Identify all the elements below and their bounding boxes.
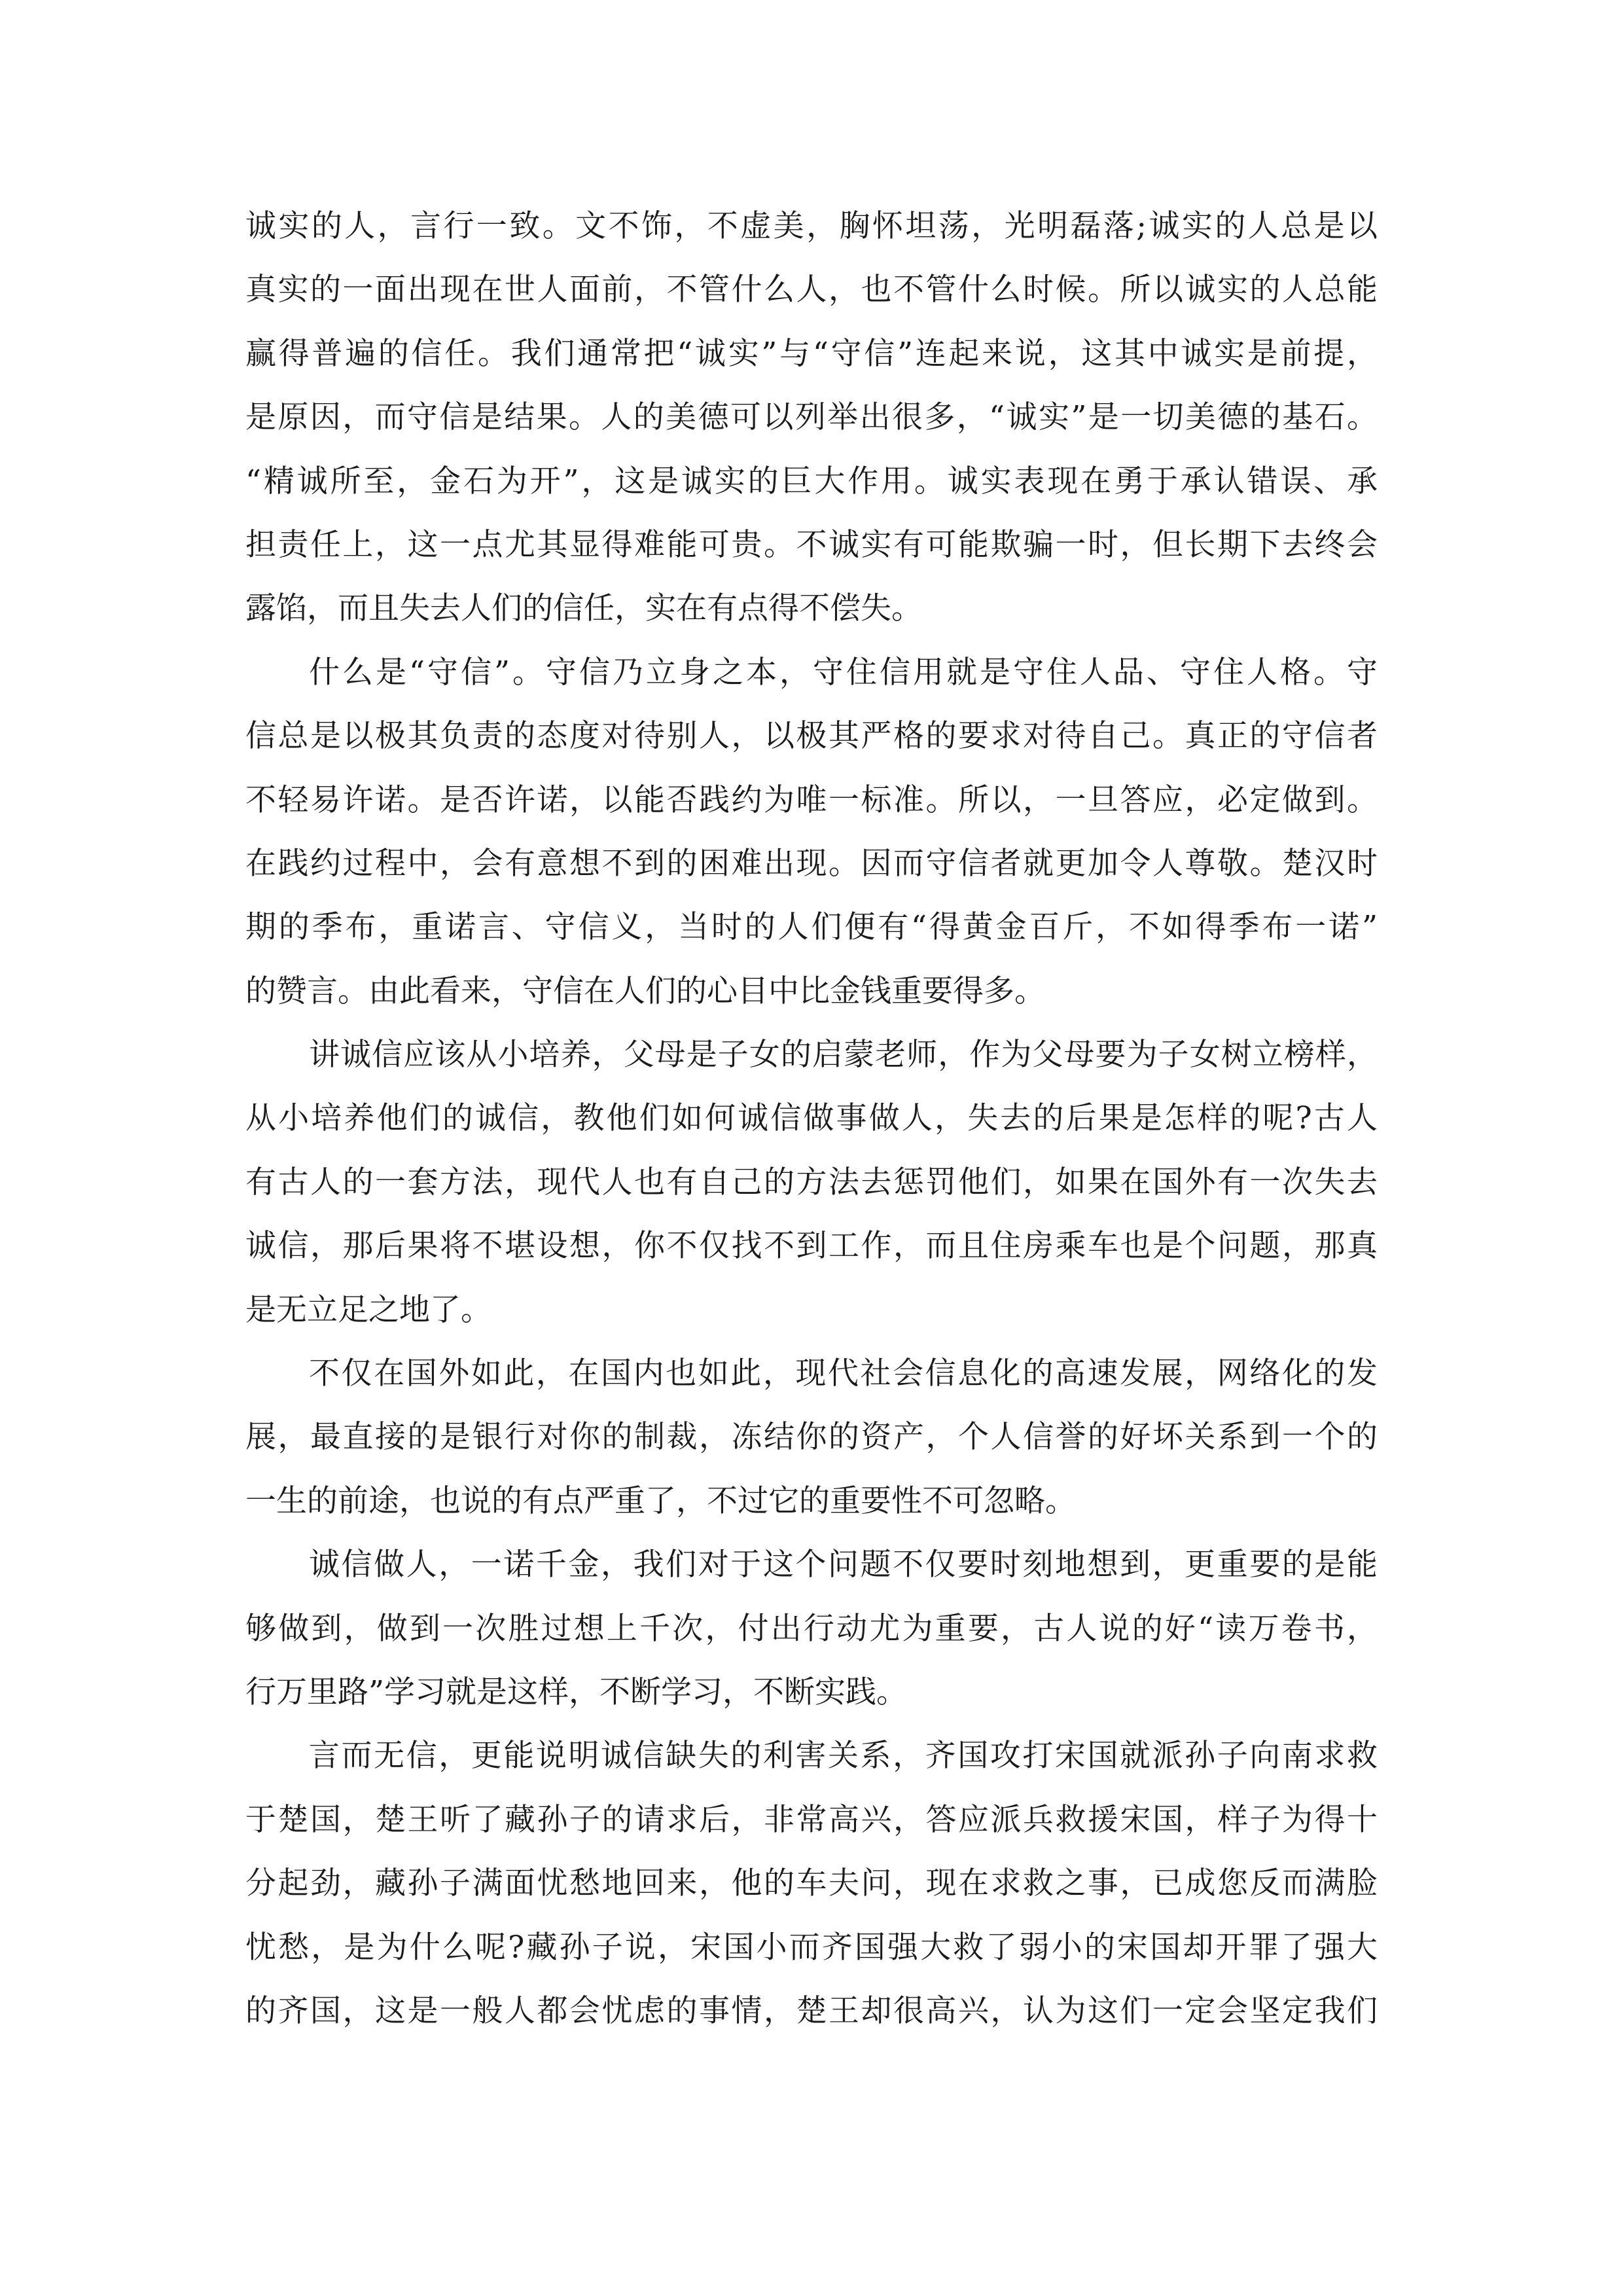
text-line: 行万里路”学习就是这样，不断学习，不断实践。 <box>245 1674 908 1710</box>
text-line: 信总是以极其负责的态度对待别人，以极其严格的要求对待自己。真正的守信者 <box>245 718 1378 755</box>
text-line: 什么是“守信”。守信乃立身之本，守住信用就是守住人品、守住人格。守 <box>309 654 1378 691</box>
text-line: 诚实的人，言行一致。文不饰，不虚美，胸怀坦荡，光明磊落;诚实的人总是以 <box>245 208 1378 244</box>
text-line: 真实的一面出现在世人面前，不管什么人，也不管什么时候。所以诚实的人总能 <box>245 272 1378 308</box>
text-line: 赢得普遍的信任。我们通常把“诚实”与“守信”连起来说，这其中诚实是前提， <box>245 335 1378 372</box>
text-line: 够做到，做到一次胜过想上千次，付出行动尤为重要，古人说的好“读万卷书， <box>245 1610 1378 1647</box>
paragraph-3 <box>245 1023 1378 1342</box>
text-line: 忧愁，是为什么呢?藏孙子说，宋国小而齐国强大救了弱小的宋国却开罪了强大 <box>245 1929 1378 1965</box>
text-line: 不仅在国外如此，在国内也如此，现代社会信息化的高速发展，网络化的发 <box>309 1355 1378 1392</box>
text-line: 是原因，而守信是结果。人的美德可以列举出很多，“诚实”是一切美德的基石。 <box>245 399 1378 436</box>
text-line: 诚信，那后果将不堪设想，你不仅找不到工作，而且住房乘车也是个问题，那真 <box>245 1228 1378 1265</box>
paragraph-1 <box>245 194 1378 641</box>
text-line: 讲诚信应该从小培养，父母是子女的启蒙老师，作为父母要为子女树立榜样， <box>309 1037 1378 1073</box>
text-line: 有古人的一套方法，现代人也有自己的方法去惩罚他们，如果在国外有一次失去 <box>245 1164 1378 1200</box>
text-line: 分起劲，藏孙子满面忧愁地回来，他的车夫问，现在求救之事，已成您反而满脸 <box>245 1865 1378 1902</box>
text-line: 言而无信，更能说明诚信缺失的利害关系，齐国攻打宋国就派孙子向南求救 <box>309 1738 1378 1774</box>
text-line: 在践约过程中，会有意想不到的困难出现。因而守信者就更加令人尊敬。楚汉时 <box>245 845 1378 882</box>
text-line: “精诚所至，金石为开”，这是诚实的巨大作用。诚实表现在勇于承认错误、承 <box>245 463 1378 499</box>
text-line: 诚信做人，一诺千金，我们对于这个问题不仅要时刻地想到，更重要的是能 <box>309 1547 1378 1583</box>
paragraph-2 <box>245 641 1378 1023</box>
text-line: 的赞言。由此看来，守信在人们的心目中比金钱重要得多。 <box>245 973 1045 1009</box>
text-line: 是无立足之地了。 <box>245 1291 491 1328</box>
text-line: 期的季布，重诺言、守信义，当时的人们便有“得黄金百斤，不如得季布一诺” <box>245 909 1378 946</box>
text-line: 露馅，而且失去人们的信任，实在有点得不偿失。 <box>245 590 922 627</box>
text-line: 展，最直接的是银行对你的制裁，冻结你的资产，个人信誉的好坏关系到一个的 <box>245 1419 1378 1456</box>
text-line: 一生的前途，也说的有点严重了，不过它的重要性不可忽略。 <box>245 1482 1076 1519</box>
text-line: 的齐国，这是一般人都会忧虑的事情，楚王却很高兴，认为这们一定会坚定我们 <box>245 1992 1378 2029</box>
body-text <box>245 194 1378 2043</box>
paragraph-5 <box>245 1533 1378 1724</box>
paragraph-6 <box>245 1724 1378 2043</box>
paragraph-4 <box>245 1342 1378 1533</box>
text-line: 从小培养他们的诚信，教他们如何诚信做事做人，失去的后果是怎样的呢?古人 <box>245 1100 1378 1137</box>
text-line: 担责任上，这一点尤其显得难能可贵。不诚实有可能欺骗一时，但长期下去终会 <box>245 526 1378 563</box>
text-line: 于楚国，楚王听了藏孙子的请求后，非常高兴，答应派兵救援宋国，样子为得十 <box>245 1801 1378 1838</box>
text-line: 不轻易许诺。是否许诺，以能否践约为唯一标准。所以，一旦答应，必定做到。 <box>245 781 1378 818</box>
